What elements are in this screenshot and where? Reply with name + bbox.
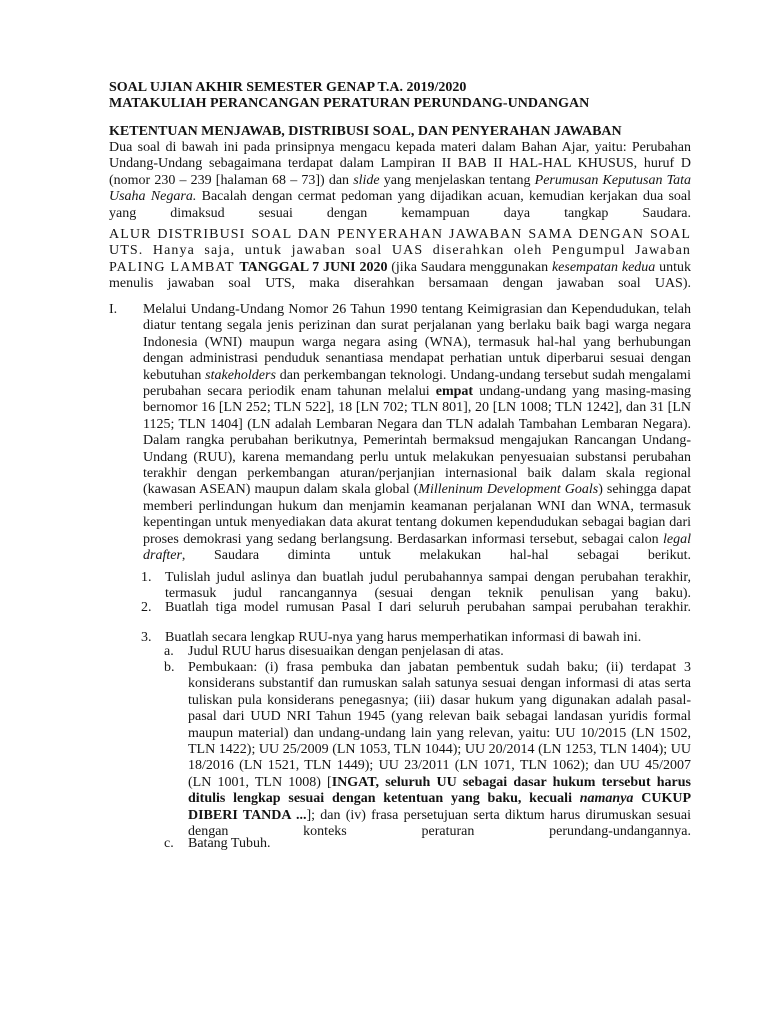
question-text-a: Melalui Undang-Undang Nomor 26 Tahun 1990 tentang Keimigrasian dan Kependudukan, telah diatur tentang segala jenis perizinan dan surat perjalanan yang berlaku baik bagi warga negara Indonesia (WNI) maupun warga negara asing (WNA), termasuk hal-hal yang berhubungan dengan administrasi penduduk senantiasa mendapat perhatian untuk diperbarui sesuai dengan kebutuhan — [143, 302, 691, 383]
question-text-c: undang-undang yang masing-masing bernomor 16 [LN 252; TLN 522], 18 [LN 702; TLN 801], 20 [LN 1008; TLN 1242], dan 31 [LN 1125; TLN 1404] (LN adalah Lembaran Negara dan TLN adalah Tambahan Lembaran Negara). Dalam rangka perubahan berikutnya, Pemerintah bermaksud mengajukan Rancangan Undang-Undang (RUU), karena memandang perlu untuk melakukan penyesuaian substansi perubahan terakhir dengan perkembangan aturan/perjanjian internasional baik dalam skala regional (kawasan ASEAN) maupun dalam skala global ( — [143, 384, 691, 498]
subitem-a-letter: a. — [164, 644, 174, 659]
intro-p1-text-a: Dua soal di bawah ini pada prinsipnya mengacu kepada materi dalam Bahan Ajar, yaitu: Perubahan Undang-Undang sebagaimana terdapat dalam Lampiran II BAB II HAL-HAL KHUSUS, huruf D (nomor 230 – 239 [halaman 68 – 73]) dan — [109, 140, 691, 188]
intro-p1-text-c: Bacalah dengan cermat pedoman yang dijadikan acuan, kemudian kerjakan dua soal yang dimaksud sesuai dengan kemampuan daya tangkap Saudara. — [109, 189, 691, 221]
question-text-e: , Saudara diminta untuk melakukan hal-hal sebagai berikut. — [181, 548, 691, 564]
intro-p2-text-a: ALUR DISTRIBUSI SOAL DAN PENYERAHAN JAWABAN SAMA DENGAN SOAL UTS. Hanya saja, untuk jawaban soal UAS diserahkan oleh Pengumpul Jawaban PALING LAMBAT — [109, 227, 691, 275]
intro-paragraph-2 — [109, 227, 691, 309]
subitem-c-letter: c. — [164, 836, 174, 851]
intro-p2-text-c: untuk menulis jawaban soal UTS, maka diserahkan bersamaan dengan jawaban soal UAS). — [109, 259, 691, 292]
intro-p1-slide: slide — [353, 172, 380, 188]
task-2-text: Buatlah tiga model rumusan Pasal I dari seluruh perubahan sampai perubahan terakhir. — [165, 600, 691, 615]
question-bold-empat: empat — [435, 384, 474, 400]
question-legal-drafter: legal drafter — [143, 531, 691, 564]
question-mdg: Milleninum Development Goals — [418, 482, 599, 498]
subitem-a — [164, 644, 691, 660]
subitem-b-warning-1: INGAT, seluruh UU sebagai dasar hukum tersebut harus ditulis lengkap sesuai dengan ketentuan yang baku, kecuali — [188, 774, 691, 807]
intro-p1-text-b: yang menjelaskan tentang — [379, 172, 535, 188]
subitem-b-text-1: Pembukaan: (i) frasa pembuka dan jabatan pembentuk sudah baku; (ii) terdapat 3 konsiderans substantif dan rumuskan salah satunya sesuai dengan informasi di atas serta tuliskan pula konsiderans penegasnya; (iii) dasar hukum yang digunakan adalah pasal-pasal dari UUD NRI Tahun 1945 (yang relevan baik sebagai landasan yuridis formal maupun material) dan undang-undang lain yang relevan, yaitu: UU 10/2015 (LN 1502, TLN 1422); UU 25/2009 (LN 1053, TLN 1044); UU 20/2014 (LN 1253, TLN 1404); UU 18/2016 (LN 1521, TLN 1449); UU 23/2011 (LN 1071, TLN 1062); dan UU 45/2007 (LN 1001, TLN 1008) [ — [188, 660, 691, 790]
task-1-text: Tulislah judul aslinya dan buatlah judul perubahannya sampai dengan perubahan terakhir, termasuk judul rancangannya (sesuai dengan teknik penulisan yang baku). — [165, 570, 691, 602]
subitem-b-warning-2: CUKUP DIBERI TANDA ... — [188, 791, 691, 823]
subitem-a-text: Judul RUU harus disesuaikan dengan penjelasan di atas. — [188, 644, 504, 659]
subitem-b-letter: b. — [164, 660, 175, 675]
subitem-b-text — [188, 660, 691, 857]
exam-title — [109, 80, 691, 112]
question-paragraph — [143, 302, 691, 581]
question-stakeholders: stakeholders — [205, 367, 276, 383]
intro-p2-text-b: (jika Saudara menggunakan — [387, 259, 552, 275]
task-2-number: 2. — [141, 600, 152, 615]
section-heading: KETENTUAN MENJAWAB, DISTRIBUSI SOAL, DAN PENYERAHAN JAWABAN — [109, 124, 622, 139]
exam-title-line-1: SOAL UJIAN AKHIR SEMESTER GENAP T.A. 2019/2020 — [109, 80, 467, 95]
intro-paragraph-1 — [109, 140, 691, 238]
task-3-number: 3. — [141, 630, 152, 645]
question-text-b: dan perkembangan teknologi. Undang-undang tersebut sudah mengalami perubahan secara periodik enam tahunan melalui — [143, 367, 691, 400]
question-number: I. — [109, 302, 118, 317]
task-1-number: 1. — [141, 570, 152, 585]
subitem-b — [164, 660, 691, 857]
task-item-2 — [141, 600, 691, 633]
intro-p2-emphasis: kesempatan kedua — [551, 259, 656, 275]
question-text-d: ) sehingga dapat memberi perlindungan hukum dan menjamin keamanan perjalanan WNI dan WNA, termasuk kepentingan untuk menyediakan data akurat tentang dokumen kependudukan sebagai bagian dari proses demokrasi yang sedang berlangsung. Berdasarkan informasi tersebut, sebagai calon — [143, 482, 691, 547]
deadline-date: TANGGAL 7 JUNI 2020 — [239, 259, 388, 275]
subitem-b-text-2: ]; dan (iv) frasa persetujuan serta diktum harus dirumuskan sesuai dengan konteks peraturan perundang-undangannya. — [188, 807, 691, 840]
subitem-c-text: Batang Tubuh. — [188, 836, 271, 851]
subitem-c — [164, 836, 691, 852]
intro-p1-emphasis: Perumusan Keputusan Tata Usaha Negara. — [109, 172, 691, 205]
exam-title-line-2: MATAKULIAH PERANCANGAN PERATURAN PERUNDANG-UNDANGAN — [109, 96, 590, 111]
subitem-b-warning-namanya: namanya — [579, 791, 634, 807]
task-3-text: Buatlah secara lengkap RUU-nya yang harus memperhatikan informasi di bawah ini. — [165, 630, 642, 645]
